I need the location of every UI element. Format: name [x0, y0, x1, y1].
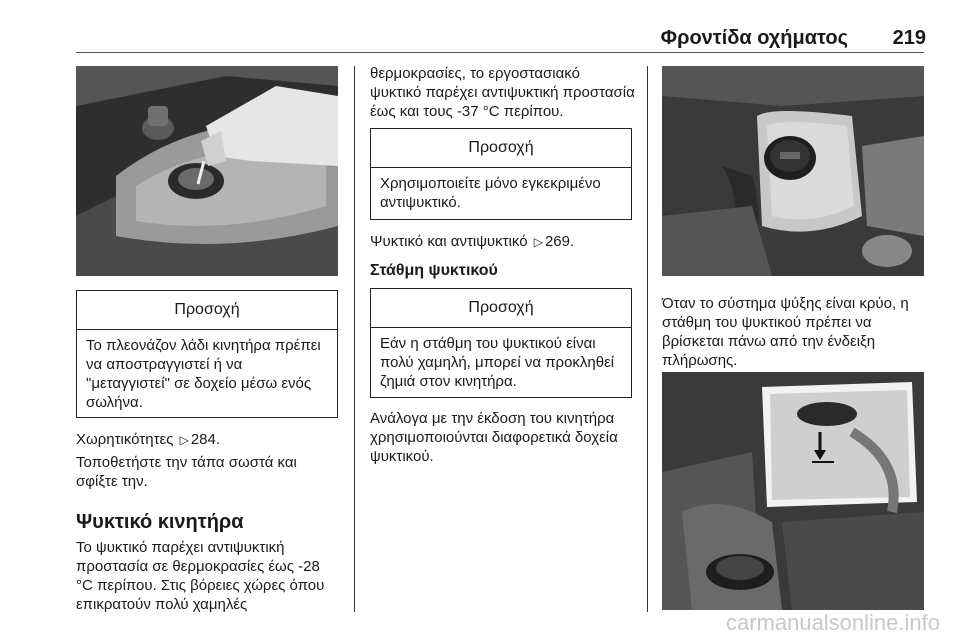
column-divider — [354, 66, 355, 612]
coolant-reference[interactable] — [370, 232, 632, 252]
coolant-reservoir-illustration — [662, 66, 924, 276]
page-number: 219 — [892, 27, 926, 49]
coolant-text: Το ψυκτικό παρέχει αντιψυκτική προστασία σε θερμοκρασίες έως -28 °C περίπου. Στις βόρειες χώρες όπου επικρατούν πολύ χαμηλές — [76, 539, 325, 613]
caution-body: Χρησιμοποιείτε μόνο εγκεκριμένο αντιψυκτικό. — [380, 175, 601, 211]
coolant-level-heading: Στάθμη ψυκτικού — [370, 262, 498, 279]
arrow-right-icon: ▷ — [179, 433, 189, 447]
page-header-title: Φροντίδα οχήματος — [660, 27, 848, 49]
coolant-heading: Ψυκτικό κινητήρα — [76, 511, 244, 533]
caution-box — [370, 128, 632, 220]
capacity-page-ref: 284. — [190, 431, 221, 448]
capacity-reference[interactable] — [76, 430, 338, 450]
caution-box — [76, 290, 338, 418]
continuation-text: θερμοκρασίες, το εργοστασιακό ψυκτικό παρέχει αντιψυκτική προστασία έως και τους -37 °C περίπου. — [370, 65, 635, 120]
caution-box — [370, 288, 632, 398]
oil-filling-illustration — [76, 66, 338, 276]
watermark: carmanualsonline.info — [725, 610, 940, 635]
coolant-ref-label: Ψυκτικό και αντιψυκτικό — [370, 233, 528, 250]
coolant-level-mark-illustration — [662, 372, 924, 610]
capacity-label: Χωρητικότητες — [76, 431, 174, 448]
caution-body: Εάν η στάθμη του ψυκτικού είναι πολύ χαμηλή, μπορεί να προκληθεί ζημιά στον κινητήρα. — [380, 335, 615, 390]
cold-system-text: Όταν το σύστημα ψύξης είναι κρύο, η στάθμη του ψυκτικού πρέπει να βρίσκεται πάνω από την ένδειξη πλήρωσης. — [662, 295, 909, 369]
column-divider — [647, 66, 648, 612]
arrow-right-icon: ▷ — [533, 235, 543, 249]
header-rule — [76, 52, 924, 53]
caution-title: Προσοχή — [371, 129, 631, 168]
caution-title: Προσοχή — [77, 291, 337, 330]
refit-cap-text: Τοποθετήστε την τάπα σωστά και σφίξτε την. — [76, 454, 297, 490]
caution-title: Προσοχή — [371, 289, 631, 328]
coolant-page-ref: 269. — [544, 233, 575, 250]
caution-body: Το πλεονάζον λάδι κινητήρα πρέπει να αποστραγγιστεί ή να "μεταγγιστεί" σε δοχείο μέσω ενός σωλήνα. — [86, 337, 321, 411]
coolant-tank-text: Ανάλογα με την έκδοση του κινητήρα χρησιμοποιούνται διαφορετικά δοχεία ψυκτικού. — [370, 410, 618, 465]
